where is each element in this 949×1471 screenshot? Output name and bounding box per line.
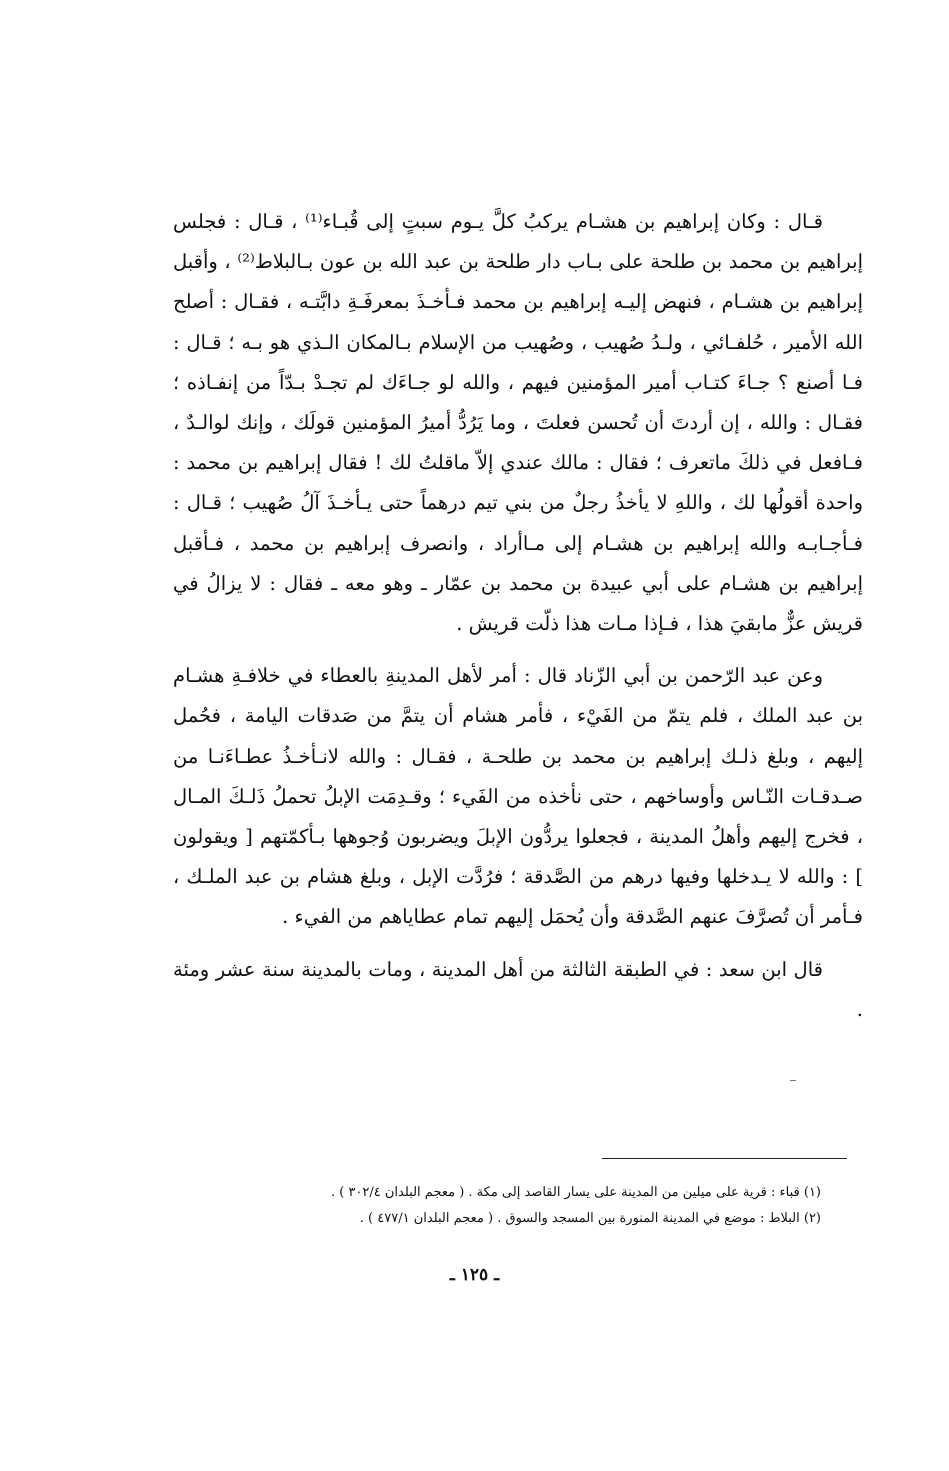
- footnote-divider: [602, 1158, 847, 1159]
- paragraph-ibrahim-hisham: قـال : وكان إبراهيم بن هشـام يركبُ كلَّ يـوم سبتٍ إلى قُبـاء⁽¹⁾ ، قـال : فجلس إبراهيم بن محمد بن طلحة على بـاب دار طلحة بن عبد الله بن عون بـالبلاط⁽²⁾ ، وأقبل إبراهيم بن هشـام ، فنهض إليـه إبراهيم بن محمد فـأخـذَ بمعرفَـةِ دابَّتـه ، فقـال : أصلح الله الأمير ، حُلفـائي ، ولـدُ صُهيب ، وصُهيب من الإسلام بـالمكان الـذي هو بـه ؛ قـال : فـا أصنع ؟ جـاءَ كتـاب أمير المؤمنين فيهم ، والله لو جـاءَك لم تجـدْ بـدّاً من إنفـاذه ؛ فقـال : والله ، إن أردتَ أن تُحسن فعلتَ ، وما يَرُدُّ أميرُ المؤمنين قولَك ، وإنك لوالـدٌ ، فـافعل في ذلكَ ماتعرف ؛ فقال : مالك عندي إلاّ ماقلتُ لك ! فقال إبراهيم بن محمد : واحدة أقولُها لك ، واللهِ لا يأخذُ رجلٌ من بني تيم درهماً حتى يـأخـذَ آلُ صُهيب ؛ قـال : فـأجـابـه والله إبراهيم بن هشـام إلى مـاأراد ، وانصرف إبراهيم بن محمد ، فـأقبل إبراهيم بن هشـام على أبي عبيدة بن محمد بن عمّار ـ وهو معه ـ فقال : لا يزالُ في قريش عزٌّ مابقيَ هذا ، فـإذا مـات هذا ذلّت قريش .: [173, 210, 863, 636]
- scan-speck: [790, 1080, 796, 1081]
- paragraph-abd-al-rahman: وعن عبد الرّحمن بن أبي الزّناد قال : أمر لأهل المدينةِ بالعطاء في خلافـةِ هشـام بن عبد الملك ، فلم يتمّ من الفَيْء ، فأمر هشام أن يتمَّ من صَدقات اليامة ، فحُمل إليهم ، وبلغ ذلـك إبراهيم بن محمد بن طلحـة ، فقـال : والله لانـأخـذُ عطـاءَنـا من صـدقـات النّـاس وأوساخهم ، حتى نأخذه من الفَيء ؛ وقـدِمَت الإبلُ تحملُ ذَلـكَ المـال ، فخرج إليهم وأهلُ المدينة ، فجعلوا يردُّون الإبلَ ويضربون وُجوهها بـأكمّتهم [ ويقولون ] : والله لا يـدخلها وفيها درهم من الصَّدقة ؛ فرُدَّت الإبل ، وبلغ هشام بن عبد الملـك ، فـأمر أن تُصرَّفَ عنهم الصَّدقة وأن يُحمَل إليهم تمام عطاياهم من الفيء .: [173, 664, 863, 929]
- main-text: [173, 202, 863, 1030]
- page-number: ـ ١٢٥ ـ: [449, 1265, 500, 1285]
- footnotes: [161, 1180, 821, 1232]
- footnote-2: (٢) البلاط : موضع في المدينة المنورة بين المسجد والسوق . ( معجم البلدان ٤٧٧/١ ) .: [359, 1211, 821, 1226]
- paragraph-ibn-saad: قال ابن سعد : في الطبقة الثالثة من أهل المدينة ، ومات بالمدينة سنة عشر ومئة .: [173, 957, 863, 1021]
- footnote-1: (١) قباء : قرية على ميلين من المدينة على يسار القاصد إلى مكة . ( معجم البلدان ٣٠٢/٤ ) .: [330, 1185, 821, 1200]
